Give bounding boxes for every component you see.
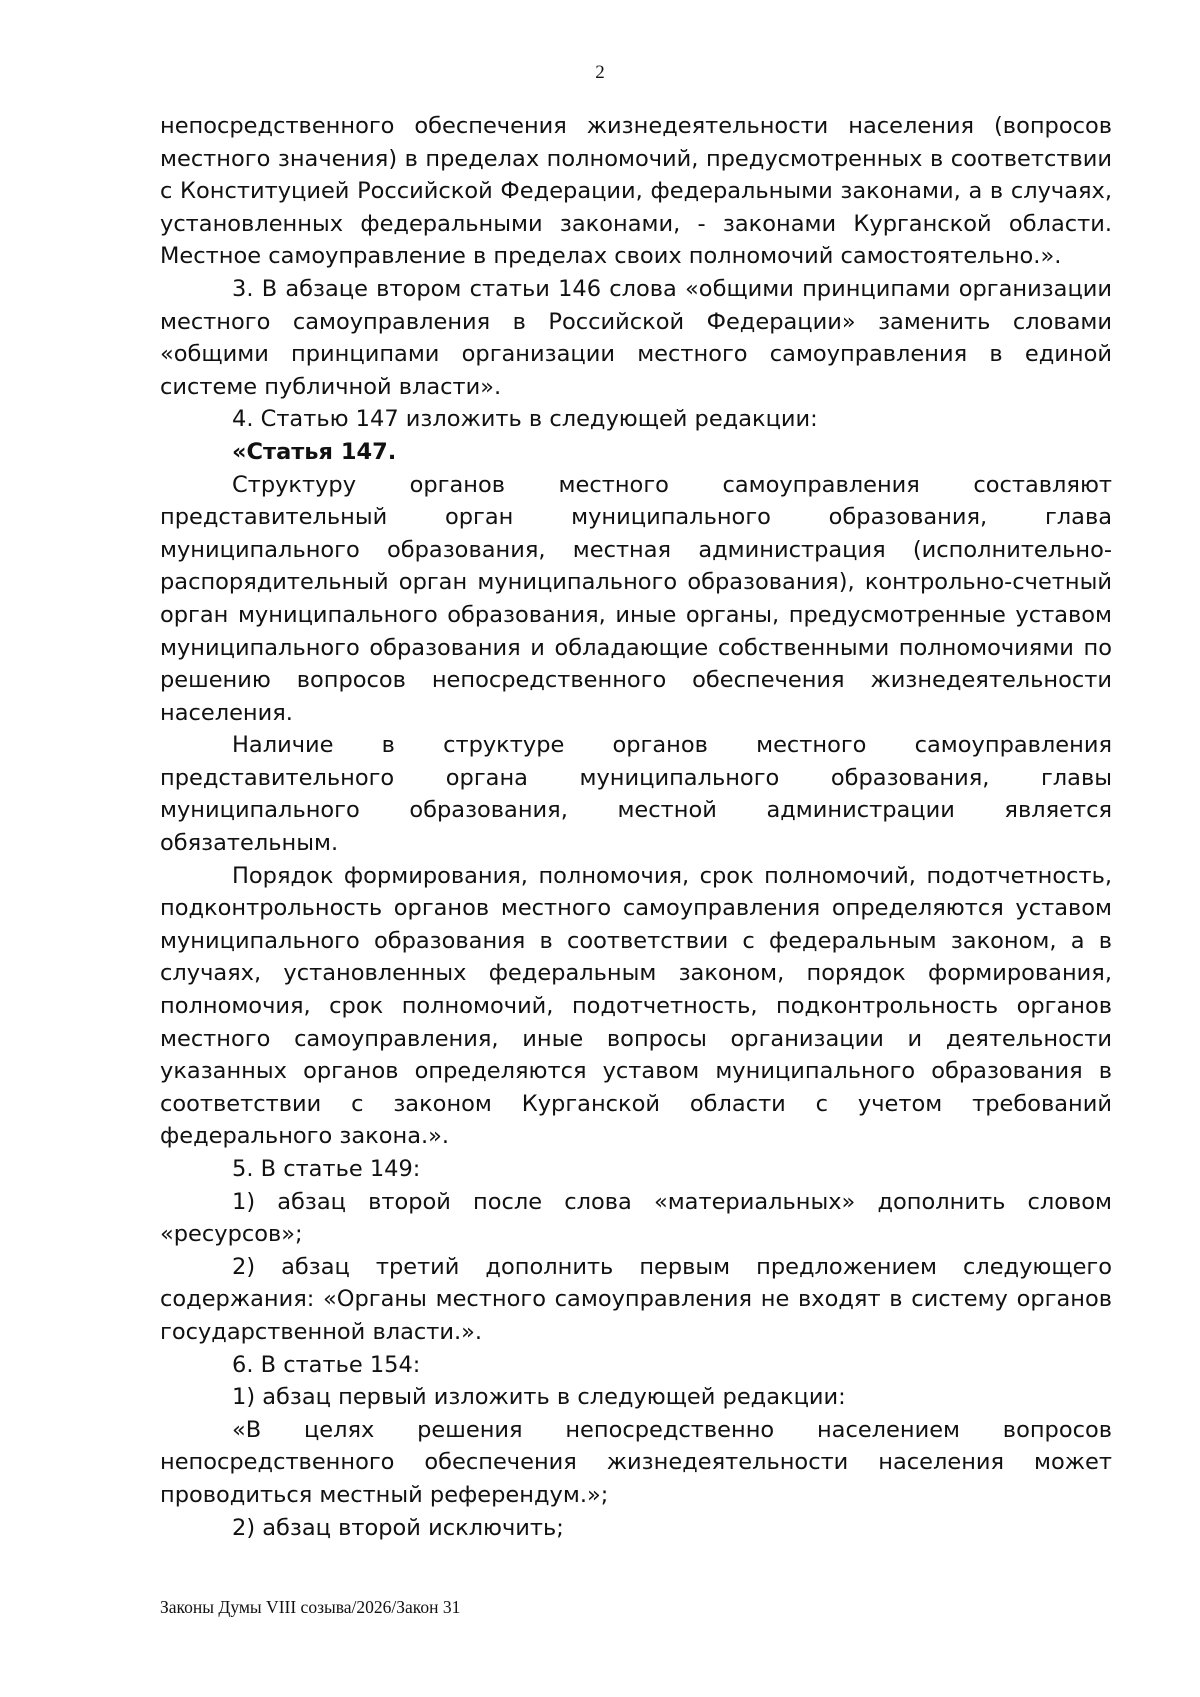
subitem-6-2: 2) абзац второй исключить; bbox=[232, 1514, 564, 1541]
subitem-6-1: 1) абзац первый изложить в следующей редакции: bbox=[232, 1384, 846, 1411]
paragraph-item-4: 4. Статью 147 изложить в следующей редакции: bbox=[232, 406, 818, 433]
article-paragraph-structure: Структуру органов местного самоуправления составляют представительный орган муниципального образования, глава муниципального образования, местная администрация (исполнительно-распорядительный орган муниципального образования), контрольно-счетный орган муниципального образования, иные органы, предусмотренные уставом муниципального образования и обладающие собственными полномочиями по решению вопросов непосредственного обеспечения жизнедеятельности населения. bbox=[160, 471, 1112, 726]
subitem-5-2: 2) абзац третий дополнить первым предложением следующего содержания: «Органы местного самоуправления не входят в систему органов государственной власти.». bbox=[160, 1253, 1112, 1345]
article-heading: «Статья 147. bbox=[232, 438, 397, 465]
paragraph-item-5: 5. В статье 149: bbox=[232, 1156, 421, 1182]
document-footer: Законы Думы VIII созыва/2026/Закон 31 bbox=[160, 1597, 461, 1617]
quoted-referendum-text: «В целях решения непосредственно населением вопросов непосредственного обеспечения жизнедеятельности населения может проводиться местный референдум.»; bbox=[160, 1416, 1112, 1508]
page-number: 2 bbox=[595, 62, 605, 83]
article-paragraph-procedure: Порядок формирования, полномочия, срок полномочий, подотчетность, подконтрольность органов местного самоуправления определяются уставом муниципального образования в соответствии с федеральным законом, а в случаях, установленных федеральным законом, порядок формирования, полномочия, срок полномочий, подотчетность, подконтрольность органов местного самоуправления, иные вопросы организации и деятельности указанных органов определяются уставом муниципального образования в соответствии с законом Курганской области с учетом требований федерального закона.». bbox=[160, 862, 1112, 1150]
document-body bbox=[160, 110, 1112, 1544]
paragraph-item-6: 6. В статье 154: bbox=[232, 1351, 421, 1378]
article-paragraph-mandatory: Наличие в структуре органов местного самоуправления представительного органа муниципального образования, главы муниципального образования, местной администрации является обязательным. bbox=[160, 732, 1112, 857]
subitem-5-1: 1) абзац второй после слова «материальных» дополнить словом «ресурсов»; bbox=[160, 1188, 1112, 1248]
paragraph-continuation: непосредственного обеспечения жизнедеятельности населения (вопросов местного значения) в пределах полномочий, предусмотренных в соответствии с Конституцией Российской Федерации, федеральными законами, а в случаях, установленных федеральными законами, - законами Курганской области. Местное самоуправление в пределах своих полномочий самостоятельно.». bbox=[160, 113, 1112, 270]
paragraph-item-3: 3. В абзаце втором статьи 146 слова «общими принципами организации местного самоуправления в Российской Федерации» заменить словами «общими принципами организации местного самоуправления в единой системе публичной власти». bbox=[160, 275, 1112, 400]
